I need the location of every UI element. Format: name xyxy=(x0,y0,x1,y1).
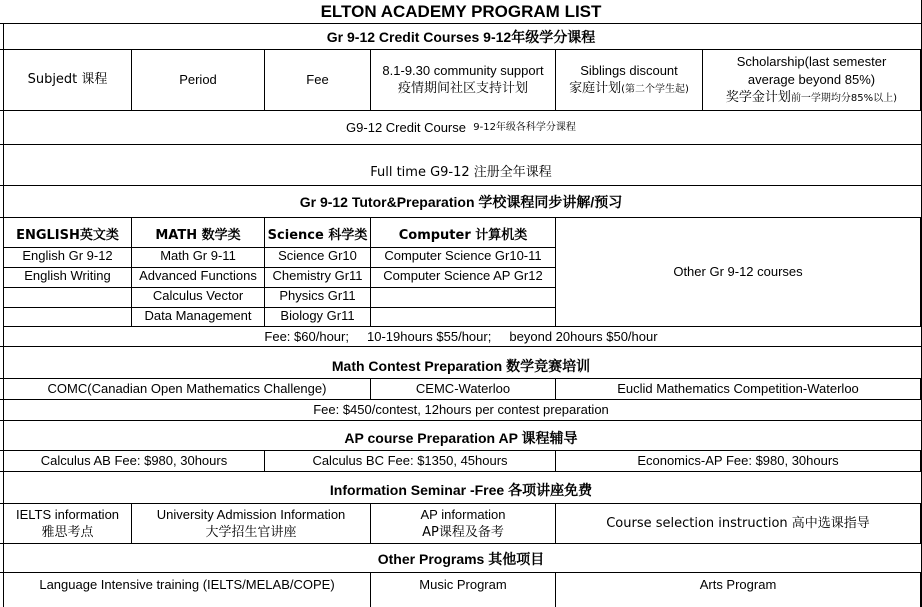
university-admission-zh: 大学招生官讲座 xyxy=(205,524,297,540)
ap-heading-row xyxy=(0,421,922,451)
science-item: Chemistry Gr11 xyxy=(272,268,363,283)
seminar-items-row xyxy=(0,504,922,544)
siblings-header-en: Siblings discount xyxy=(580,62,678,78)
math-item: Math Gr 9-11 xyxy=(160,248,236,263)
computer-item: Computer Science AP Gr12 xyxy=(383,268,543,283)
computer-header: Computer 计算机类 xyxy=(398,228,528,243)
euclid-item: Euclid Mathematics Competition-Waterloo xyxy=(556,379,921,399)
ap-info-en: AP information xyxy=(420,506,506,522)
grid-line xyxy=(4,307,556,308)
credit-heading: Gr 9-12 Credit Courses 9-12年级学分课程 xyxy=(326,28,596,45)
english-header: ENGLISH英文类 xyxy=(16,228,119,243)
siblings-header-zh: 家庭计划 xyxy=(569,80,622,96)
tutor-fee: Fee: $60/hour; 10-19hours $55/hour; beyond 20hours $50/hour xyxy=(264,328,658,344)
other-heading: Other Programs 其他项目 xyxy=(377,551,545,567)
contest-items-row xyxy=(0,379,922,400)
community-header-en: 8.1-9.30 community support xyxy=(382,63,544,78)
tutor-grid xyxy=(0,218,922,327)
credit-row-full-time xyxy=(0,145,922,186)
scholarship-header xyxy=(703,50,921,110)
fee-header: Fee xyxy=(265,50,371,110)
other-courses-cell: Other Gr 9-12 courses xyxy=(556,218,921,327)
computer-column xyxy=(371,218,556,327)
math-item: Advanced Functions xyxy=(139,268,257,283)
contest-heading-row xyxy=(0,347,922,379)
other-heading-row xyxy=(0,544,922,573)
language-training-item: Language Intensive training (IELTS/MELAB/COPE) xyxy=(4,573,371,607)
contest-fee-row xyxy=(0,400,922,421)
scholarship-header-zh: 奖学金计划 xyxy=(725,89,791,105)
grid-line xyxy=(4,247,556,248)
science-item: Biology Gr11 xyxy=(280,308,355,323)
grid-line xyxy=(4,287,556,288)
ielts-info-en: IELTS information xyxy=(15,506,120,522)
math-item: Calculus Vector xyxy=(152,288,244,303)
university-admission-en: University Admission Information xyxy=(156,506,346,522)
credit-header-row xyxy=(0,50,922,111)
scholarship-header-en2: average beyond 85%) xyxy=(747,71,876,87)
science-item: Physics Gr11 xyxy=(279,288,356,303)
math-column xyxy=(132,218,265,327)
science-item: Science Gr10 xyxy=(278,248,357,263)
grid-line xyxy=(4,267,556,268)
tutor-heading-row xyxy=(0,186,922,218)
title-row xyxy=(0,0,922,24)
period-header: Period xyxy=(132,50,265,110)
ielts-info-zh: 雅思考点 xyxy=(41,524,94,540)
full-time-cell: Full time G9-12 注册全年课程 xyxy=(370,165,552,180)
math-item: Data Management xyxy=(144,308,252,323)
economics-ap-item: Economics-AP Fee: $980, 30hours xyxy=(556,451,921,471)
english-item: English Gr 9-12 xyxy=(22,248,113,263)
credit-course-zh: 9-12年级各科学分课程 xyxy=(473,121,576,133)
ap-info-zh: AP课程及备考 xyxy=(422,524,504,540)
ap-items-row xyxy=(0,451,922,472)
english-item: English Writing xyxy=(24,268,111,283)
english-column xyxy=(4,218,132,327)
tutor-fee-row xyxy=(0,327,922,347)
math-header: MATH 数学类 xyxy=(155,228,241,243)
community-header xyxy=(371,50,556,110)
credit-course-cell xyxy=(4,111,918,144)
scholarship-header-note: 前一学期均分85%以上) xyxy=(790,92,898,104)
cemc-item: CEMC-Waterloo xyxy=(371,379,556,399)
contest-fee: Fee: $450/contest, 12hours per contest preparation xyxy=(313,402,609,417)
credit-heading-row xyxy=(0,24,922,50)
contest-heading: Math Contest Preparation 数学竞赛培训 xyxy=(331,358,591,374)
page-title: ELTON ACADEMY PROGRAM LIST xyxy=(320,1,602,21)
ielts-info-cell xyxy=(4,504,132,543)
credit-course-en: G9-12 Credit Course xyxy=(346,119,466,135)
siblings-header xyxy=(556,50,703,110)
community-header-zh: 疫情期间社区支持计划 xyxy=(397,81,528,96)
siblings-header-note: (第二个学生起) xyxy=(621,83,689,95)
credit-row-part-time xyxy=(0,111,922,145)
calculus-bc-item: Calculus BC Fee: $1350, 45hours xyxy=(265,451,556,471)
comc-item: COMC(Canadian Open Mathematics Challenge) xyxy=(4,379,371,399)
course-selection-cell: Course selection instruction 高中选课指导 xyxy=(556,504,921,543)
seminar-heading: Information Seminar -Free 各项讲座免费 xyxy=(329,482,593,498)
calculus-ab-item: Calculus AB Fee: $980, 30hours xyxy=(4,451,265,471)
seminar-heading-row xyxy=(0,472,922,504)
music-program-item: Music Program xyxy=(371,573,556,607)
university-admission-cell xyxy=(132,504,371,543)
computer-item: Computer Science Gr10-11 xyxy=(384,248,542,263)
arts-program-item: Arts Program xyxy=(556,573,921,607)
ap-heading: AP course Preparation AP 课程辅导 xyxy=(344,430,578,446)
scholarship-header-en1: Scholarship(last semester xyxy=(736,53,887,69)
tutor-heading: Gr 9-12 Tutor&Preparation 学校课程同步讲解/预习 xyxy=(299,193,623,210)
ap-info-cell xyxy=(371,504,556,543)
science-header: Science 科学类 xyxy=(267,228,368,243)
left-border xyxy=(3,24,4,607)
subject-header: Subjedt 课程 xyxy=(4,50,132,110)
science-column xyxy=(265,218,371,327)
other-items-row xyxy=(0,573,922,607)
